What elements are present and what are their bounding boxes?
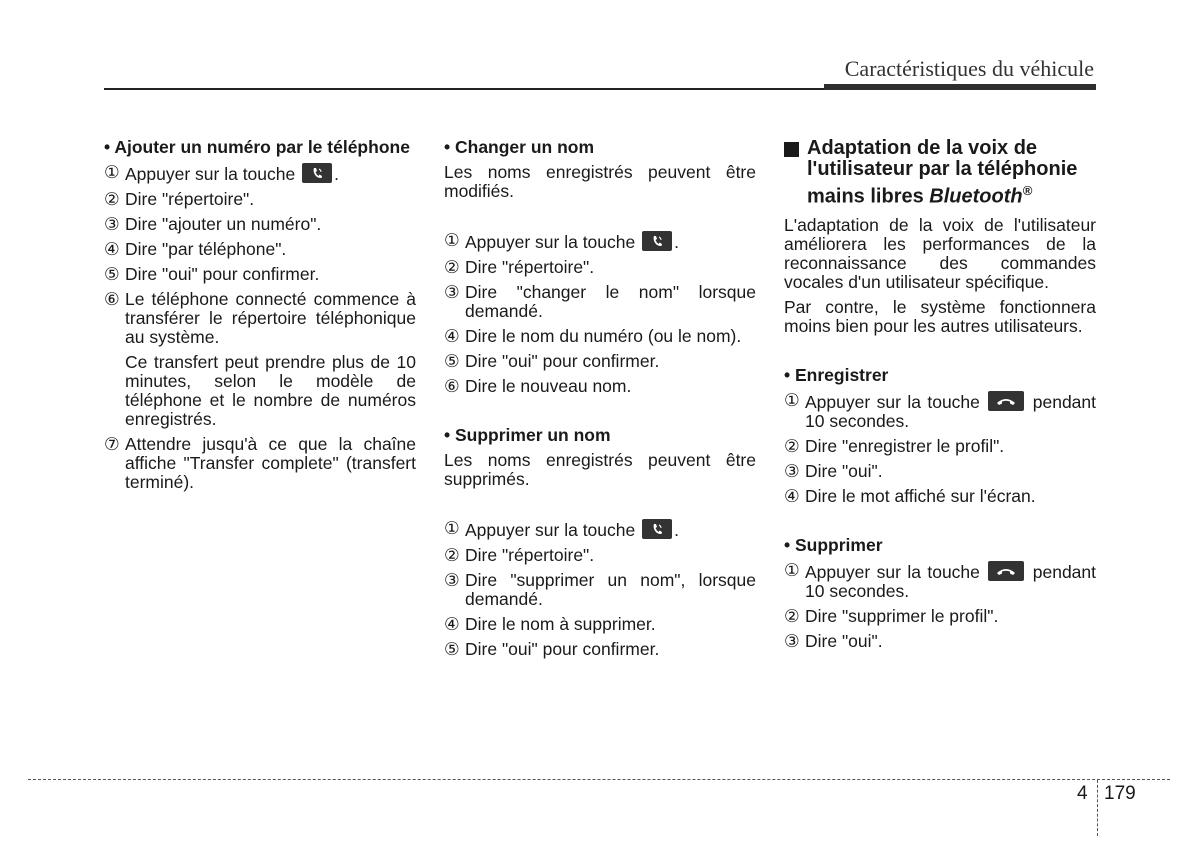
step-1: ① Appuyer sur la touche . [104,162,339,184]
step-2: ② Dire "répertoire". [444,257,595,277]
page-number: 179 [1104,783,1136,804]
step-3: ③ Dire "changer le nom" lorsque demandé. [444,282,756,321]
step-5: ⑤ Dire "oui" pour confirmer. [444,351,660,371]
heading-change-name: • Changer un nom [444,137,595,157]
step-2: ② Dire "répertoire". [104,189,255,209]
step-2: ② Dire "répertoire". [444,545,595,565]
column-add-number [104,138,416,498]
footer-divider [28,779,1170,780]
heading-delete-name: • Supprimer un nom [444,425,611,445]
step-3: ③ Dire "oui". [784,630,883,651]
column-change-delete-name [444,138,756,665]
talk-button-icon [642,519,672,539]
step-1: ① Appuyer sur la touche . [444,518,679,540]
step-1: ① Appuyer sur la touche pendant 10 secondes. [784,559,1097,601]
section-square-icon [784,142,799,157]
step-4: ④ Dire le mot affiché sur l'écran. [784,485,1036,506]
change-name-intro: Les noms enregistrés peuvent être modifiés. [444,162,756,201]
end-call-button-icon [988,561,1024,581]
end-call-button-icon [988,391,1024,411]
intro-paragraph: L'adaptation de la voix de l'utilisateur améliorera les performances de la reconnaissance des commandes vocales d'un utilisateur spécifique. [784,214,1096,292]
header-rule-accent [824,84,1096,90]
talk-button-icon [302,163,332,183]
delete-name-intro: Les noms enregistrés peuvent être supprimés. [444,450,756,489]
heading-add-number: • Ajouter un numéro par le téléphone [104,137,410,157]
transfer-note: Ce transfert peut prendre plus de 10 minutes, selon le modèle de téléphone et le nombre de numéros enregistrés. [125,352,416,429]
step-2: ② Dire "supprimer le profil". [784,605,999,626]
step-7: ⑦ Attendre jusqu'à ce que la chaîne affiche "Transfer complete" (transfert terminé). [104,434,416,492]
step-5: ⑤ Dire "oui" pour confirmer. [104,264,320,284]
note-paragraph: Par contre, le système fonctionnera moins bien pour les autres utilisateurs. [784,296,1096,336]
step-4: ④ Dire "par téléphone". [104,239,287,259]
step-1: ① Appuyer sur la touche pendant 10 secondes. [784,389,1097,431]
step-4: ④ Dire le nom du numéro (ou le nom). [444,326,742,346]
chapter-number: 4 [1077,783,1088,804]
step-1: ① Appuyer sur la touche . [444,230,679,252]
heading-register: • Enregistrer [784,364,889,385]
step-5: ⑤ Dire "oui" pour confirmer. [444,639,660,659]
talk-button-icon [642,231,672,251]
footer-vertical-divider [1097,780,1098,836]
step-6: ⑥ Le téléphone connecté commence à transférer le répertoire téléphonique au système. [104,289,416,347]
step-2: ② Dire "enregistrer le profil". [784,435,1005,456]
step-3: ③ Dire "supprimer un nom", lorsque demandé. [444,570,756,609]
column-voice-adaptation [784,138,1096,657]
heading-remove: • Supprimer [784,534,883,555]
section-heading: Adaptation de la voix de l'utilisateur par la téléphonie mains libres Bluetooth® [784,138,1096,208]
page-header-title: Caractéristiques du véhicule [844,56,1094,81]
step-6: ⑥ Dire le nouveau nom. [444,376,632,396]
step-3: ③ Dire "oui". [784,460,883,481]
step-4: ④ Dire le nom à supprimer. [444,614,656,634]
step-3: ③ Dire "ajouter un numéro". [104,214,322,234]
